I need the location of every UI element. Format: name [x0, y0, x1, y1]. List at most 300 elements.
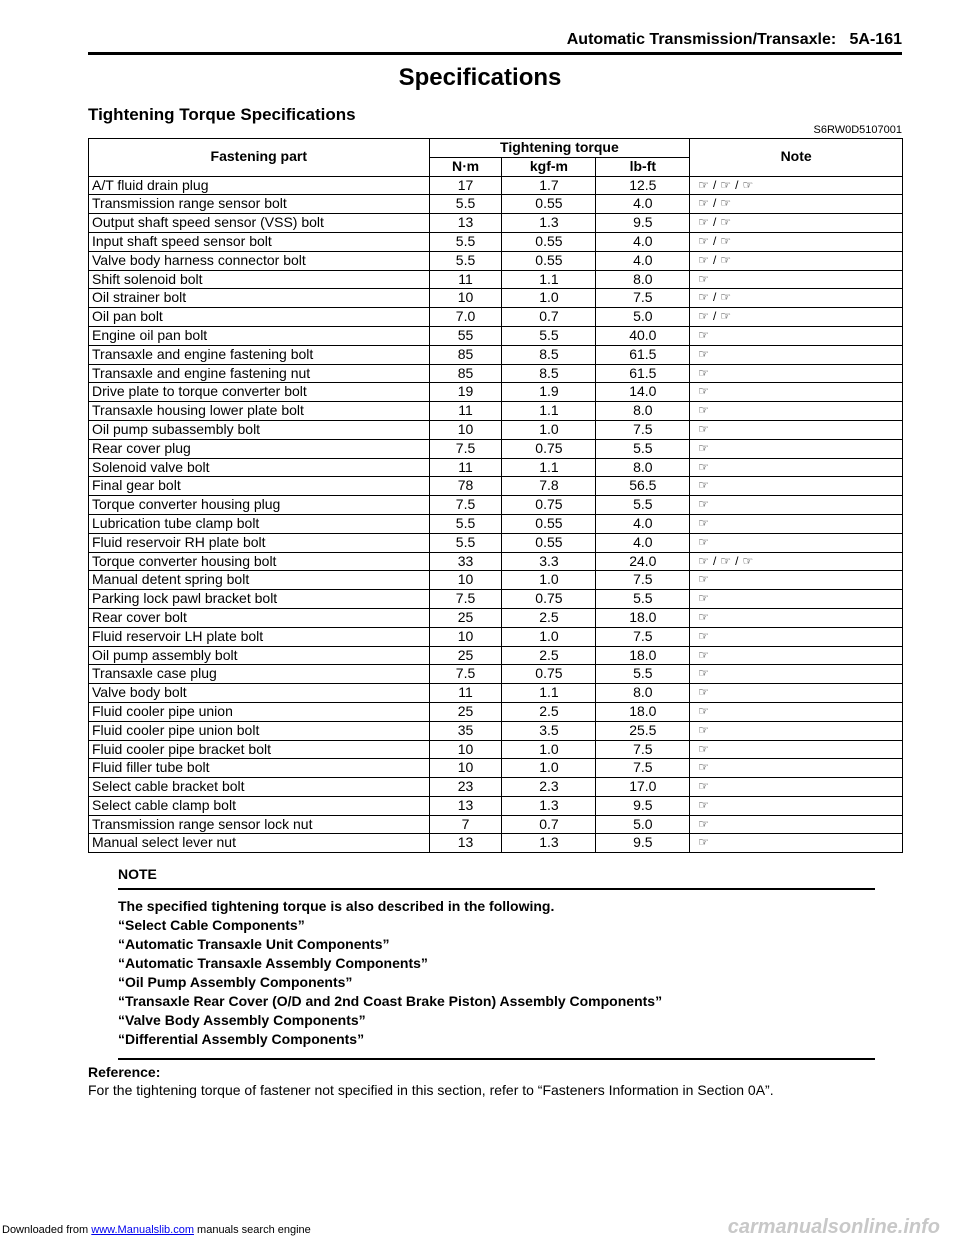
part-cell: Transaxle and engine fastening nut — [89, 364, 430, 383]
kgfm-cell: 0.75 — [502, 439, 596, 458]
pointing-hand-icon[interactable]: ☞ — [698, 440, 710, 455]
table-row — [89, 383, 903, 402]
kgfm-cell: 0.55 — [502, 514, 596, 533]
pointing-hand-icon[interactable]: ☞ — [698, 797, 710, 812]
note-separator: / — [713, 196, 717, 211]
table-row — [89, 740, 903, 759]
note-reference-item: “Differential Assembly Components” — [118, 1031, 365, 1047]
nm-cell: 10 — [429, 420, 502, 439]
note-cell — [690, 270, 903, 289]
note-cell — [690, 721, 903, 740]
note-cell — [690, 308, 903, 327]
kgfm-cell: 2.5 — [502, 702, 596, 721]
manualslib-link[interactable]: www.Manualslib.com — [91, 1224, 194, 1236]
pointing-hand-icon[interactable]: ☞ — [720, 309, 732, 324]
part-cell: Fluid reservoir LH plate bolt — [89, 627, 430, 646]
part-cell: Select cable bracket bolt — [89, 778, 430, 797]
header-text — [567, 31, 902, 49]
table-row — [89, 702, 903, 721]
note-separator: / — [713, 252, 717, 267]
table-row — [89, 552, 903, 571]
kgfm-cell: 5.5 — [502, 326, 596, 345]
lbft-cell: 25.5 — [596, 721, 690, 740]
nm-cell: 23 — [429, 778, 502, 797]
header-kgfm: kgf-m — [502, 157, 596, 176]
table-row — [89, 608, 903, 627]
header-nm: N⋅m — [429, 157, 502, 176]
note-cell — [690, 439, 903, 458]
note-cell — [690, 176, 903, 195]
note-intro: The specified tightening torque is also described in the following. — [118, 898, 555, 914]
part-cell: Manual detent spring bolt — [89, 571, 430, 590]
lbft-cell: 4.0 — [596, 533, 690, 552]
section-subtitle: Tightening Torque Specifications — [88, 105, 356, 124]
part-cell: Torque converter housing plug — [89, 496, 430, 515]
nm-cell: 85 — [429, 345, 502, 364]
part-cell: Rear cover plug — [89, 439, 430, 458]
note-separator: / — [713, 290, 717, 305]
note-cell — [690, 796, 903, 815]
lbft-cell: 8.0 — [596, 270, 690, 289]
nm-cell: 25 — [429, 702, 502, 721]
nm-cell: 11 — [429, 402, 502, 421]
kgfm-cell: 0.75 — [502, 496, 596, 515]
note-reference-item: “Valve Body Assembly Components” — [118, 1012, 366, 1028]
pointing-hand-icon[interactable]: ☞ — [698, 309, 710, 324]
note-cell — [690, 496, 903, 515]
header-tightening-torque: Tightening torque — [429, 139, 690, 158]
lbft-cell: 61.5 — [596, 364, 690, 383]
pointing-hand-icon[interactable]: ☞ — [698, 365, 710, 380]
part-cell: Solenoid valve bolt — [89, 458, 430, 477]
table-row — [89, 232, 903, 251]
kgfm-cell: 3.3 — [502, 552, 596, 571]
pointing-hand-icon[interactable]: ☞ — [698, 196, 710, 211]
table-row — [89, 590, 903, 609]
kgfm-cell: 2.3 — [502, 778, 596, 797]
note-cell — [690, 627, 903, 646]
part-cell: Final gear bolt — [89, 477, 430, 496]
pointing-hand-icon[interactable]: ☞ — [698, 384, 710, 399]
pointing-hand-icon[interactable]: ☞ — [698, 534, 710, 549]
note-separator: / — [713, 233, 717, 248]
pointing-hand-icon[interactable]: ☞ — [698, 591, 710, 606]
part-cell: Manual select lever nut — [89, 834, 430, 853]
table-row — [89, 176, 903, 195]
pointing-hand-icon[interactable]: ☞ — [720, 290, 732, 305]
pointing-hand-icon[interactable]: ☞ — [698, 421, 710, 436]
nm-cell: 7.5 — [429, 590, 502, 609]
lbft-cell: 7.5 — [596, 740, 690, 759]
note-cell — [690, 402, 903, 421]
nm-cell: 13 — [429, 796, 502, 815]
part-cell: Transmission range sensor lock nut — [89, 815, 430, 834]
kgfm-cell: 1.1 — [502, 684, 596, 703]
nm-cell: 7 — [429, 815, 502, 834]
note-separator: / — [735, 553, 739, 568]
pointing-hand-icon[interactable]: ☞ — [698, 779, 710, 794]
nm-cell: 7.5 — [429, 439, 502, 458]
kgfm-cell: 1.0 — [502, 627, 596, 646]
part-cell: Output shaft speed sensor (VSS) bolt — [89, 214, 430, 233]
download-footer — [2, 1224, 311, 1236]
pointing-hand-icon[interactable]: ☞ — [698, 478, 710, 493]
table-row — [89, 496, 903, 515]
lbft-cell: 5.5 — [596, 496, 690, 515]
pointing-hand-icon[interactable]: ☞ — [698, 572, 710, 587]
table-row — [89, 684, 903, 703]
note-cell — [690, 740, 903, 759]
pointing-hand-icon[interactable]: ☞ — [720, 233, 732, 248]
kgfm-cell: 0.75 — [502, 665, 596, 684]
part-cell: Transaxle case plug — [89, 665, 430, 684]
table-row — [89, 778, 903, 797]
table-row — [89, 270, 903, 289]
note-cell — [690, 684, 903, 703]
lbft-cell: 14.0 — [596, 383, 690, 402]
lbft-cell: 7.5 — [596, 627, 690, 646]
pointing-hand-icon[interactable]: ☞ — [698, 609, 710, 624]
pointing-hand-icon[interactable]: ☞ — [698, 835, 710, 850]
table-row — [89, 214, 903, 233]
table-row — [89, 759, 903, 778]
kgfm-cell: 1.1 — [502, 270, 596, 289]
note-cell — [690, 326, 903, 345]
note-cell — [690, 590, 903, 609]
lbft-cell: 8.0 — [596, 684, 690, 703]
nm-cell: 13 — [429, 834, 502, 853]
nm-cell: 5.5 — [429, 251, 502, 270]
pointing-hand-icon[interactable]: ☞ — [698, 271, 710, 286]
note-reference-item: “Oil Pump Assembly Components” — [118, 974, 353, 990]
table-row — [89, 458, 903, 477]
note-bottom-rule — [118, 1058, 875, 1060]
nm-cell: 7.5 — [429, 496, 502, 515]
lbft-cell: 5.5 — [596, 590, 690, 609]
lbft-cell: 5.5 — [596, 665, 690, 684]
kgfm-cell: 8.5 — [502, 364, 596, 383]
lbft-cell: 18.0 — [596, 702, 690, 721]
part-cell: Oil pan bolt — [89, 308, 430, 327]
part-cell: Select cable clamp bolt — [89, 796, 430, 815]
pointing-hand-icon[interactable]: ☞ — [698, 760, 710, 775]
lbft-cell: 9.5 — [596, 214, 690, 233]
lbft-cell: 56.5 — [596, 477, 690, 496]
kgfm-cell: 0.55 — [502, 251, 596, 270]
note-cell — [690, 214, 903, 233]
pointing-hand-icon[interactable]: ☞ — [698, 327, 710, 342]
footer-prefix: Downloaded from — [2, 1224, 92, 1236]
nm-cell: 10 — [429, 740, 502, 759]
pointing-hand-icon[interactable]: ☞ — [698, 722, 710, 737]
note-separator: / — [735, 177, 739, 192]
kgfm-cell: 1.1 — [502, 458, 596, 477]
part-cell: Engine oil pan bolt — [89, 326, 430, 345]
pointing-hand-icon[interactable]: ☞ — [698, 403, 710, 418]
lbft-cell: 17.0 — [596, 778, 690, 797]
table-row — [89, 571, 903, 590]
note-reference-item: “Automatic Transaxle Assembly Components” — [118, 955, 428, 971]
pointing-hand-icon[interactable]: ☞ — [698, 252, 710, 267]
nm-cell: 7.5 — [429, 665, 502, 684]
note-cell — [690, 458, 903, 477]
kgfm-cell: 1.3 — [502, 834, 596, 853]
note-cell — [690, 571, 903, 590]
lbft-cell: 40.0 — [596, 326, 690, 345]
table-row — [89, 289, 903, 308]
pointing-hand-icon[interactable]: ☞ — [698, 816, 710, 831]
pointing-hand-icon[interactable]: ☞ — [698, 346, 710, 361]
pointing-hand-icon[interactable]: ☞ — [720, 252, 732, 267]
section-title: Automatic Transmission/Transaxle: — [566, 31, 837, 48]
part-cell: Transaxle housing lower plate bolt — [89, 402, 430, 421]
footer-suffix: manuals search engine — [193, 1224, 311, 1236]
lbft-cell: 4.0 — [596, 514, 690, 533]
note-cell — [690, 759, 903, 778]
pointing-hand-icon[interactable]: ☞ — [720, 215, 732, 230]
table-row — [89, 345, 903, 364]
table-row — [89, 514, 903, 533]
table-row — [89, 308, 903, 327]
page-number: 5A-161 — [849, 31, 902, 48]
part-cell: Drive plate to torque converter bolt — [89, 383, 430, 402]
table-row — [89, 665, 903, 684]
note-cell — [690, 665, 903, 684]
watermark: carmanualsonline.info — [727, 1216, 940, 1238]
kgfm-cell: 0.55 — [502, 195, 596, 214]
note-cell — [690, 477, 903, 496]
table-row — [89, 420, 903, 439]
note-cell — [690, 251, 903, 270]
table-row — [89, 721, 903, 740]
reference-text: For the tightening torque of fastener not specified in this section, refer to “Fasteners Information in Section 0A”. — [88, 1082, 774, 1098]
pointing-hand-icon[interactable]: ☞ — [698, 741, 710, 756]
part-cell: Fluid cooler pipe union — [89, 702, 430, 721]
lbft-cell: 9.5 — [596, 834, 690, 853]
part-cell: Valve body bolt — [89, 684, 430, 703]
part-cell: Rear cover bolt — [89, 608, 430, 627]
part-cell: Shift solenoid bolt — [89, 270, 430, 289]
table-row — [89, 364, 903, 383]
kgfm-cell: 1.0 — [502, 740, 596, 759]
nm-cell: 11 — [429, 458, 502, 477]
note-cell — [690, 195, 903, 214]
kgfm-cell: 1.0 — [502, 420, 596, 439]
table-row — [89, 834, 903, 853]
kgfm-cell: 1.3 — [502, 214, 596, 233]
lbft-cell: 5.0 — [596, 815, 690, 834]
kgfm-cell: 7.8 — [502, 477, 596, 496]
note-block — [118, 866, 875, 1060]
nm-cell: 85 — [429, 364, 502, 383]
nm-cell: 17 — [429, 176, 502, 195]
kgfm-cell: 2.5 — [502, 646, 596, 665]
part-cell: Fluid cooler pipe union bolt — [89, 721, 430, 740]
pointing-hand-icon[interactable]: ☞ — [698, 628, 710, 643]
table-row — [89, 627, 903, 646]
note-cell — [690, 834, 903, 853]
note-cell — [690, 646, 903, 665]
lbft-cell: 7.5 — [596, 571, 690, 590]
lbft-cell: 18.0 — [596, 608, 690, 627]
pointing-hand-icon[interactable]: ☞ — [698, 215, 710, 230]
page-title: Specifications — [398, 64, 562, 91]
note-reference-item: “Select Cable Components” — [118, 917, 305, 933]
kgfm-cell: 1.0 — [502, 759, 596, 778]
nm-cell: 55 — [429, 326, 502, 345]
nm-cell: 25 — [429, 608, 502, 627]
pointing-hand-icon[interactable]: ☞ — [698, 703, 710, 718]
table-row — [89, 477, 903, 496]
pointing-hand-icon[interactable]: ☞ — [698, 685, 710, 700]
part-cell: Oil pump assembly bolt — [89, 646, 430, 665]
kgfm-cell: 1.0 — [502, 289, 596, 308]
lbft-cell: 4.0 — [596, 251, 690, 270]
table-row — [89, 402, 903, 421]
note-cell — [690, 420, 903, 439]
pointing-hand-icon[interactable]: ☞ — [742, 177, 754, 192]
table-row — [89, 326, 903, 345]
nm-cell: 19 — [429, 383, 502, 402]
kgfm-cell: 1.3 — [502, 796, 596, 815]
nm-cell: 78 — [429, 477, 502, 496]
table-row — [89, 646, 903, 665]
kgfm-cell: 8.5 — [502, 345, 596, 364]
part-cell: Torque converter housing bolt — [89, 552, 430, 571]
part-cell: Lubrication tube clamp bolt — [89, 514, 430, 533]
nm-cell: 10 — [429, 627, 502, 646]
pointing-hand-icon[interactable]: ☞ — [698, 515, 710, 530]
note-cell — [690, 778, 903, 797]
pointing-hand-icon[interactable]: ☞ — [698, 647, 710, 662]
kgfm-cell: 0.7 — [502, 815, 596, 834]
note-cell — [690, 514, 903, 533]
part-cell: A/T fluid drain plug — [89, 176, 430, 195]
lbft-cell: 8.0 — [596, 402, 690, 421]
note-separator: / — [713, 177, 717, 192]
header-lbft: lb-ft — [596, 157, 690, 176]
nm-cell: 13 — [429, 214, 502, 233]
pointing-hand-icon[interactable]: ☞ — [698, 553, 710, 568]
note-cell — [690, 552, 903, 571]
pointing-hand-icon[interactable]: ☞ — [698, 233, 710, 248]
lbft-cell: 7.5 — [596, 420, 690, 439]
torque-table-body — [89, 176, 903, 853]
table-row — [89, 815, 903, 834]
note-cell — [690, 364, 903, 383]
pointing-hand-icon[interactable]: ☞ — [698, 666, 710, 681]
note-reference-item: “Transaxle Rear Cover (O/D and 2nd Coast Brake Piston) Assembly Components” — [118, 993, 663, 1009]
part-cell: Oil strainer bolt — [89, 289, 430, 308]
lbft-cell: 12.5 — [596, 176, 690, 195]
table-row — [89, 251, 903, 270]
note-separator: / — [713, 309, 717, 324]
pointing-hand-icon[interactable]: ☞ — [698, 497, 710, 512]
nm-cell: 35 — [429, 721, 502, 740]
note-separator: / — [713, 553, 717, 568]
part-cell: Oil pump subassembly bolt — [89, 420, 430, 439]
part-cell: Valve body harness connector bolt — [89, 251, 430, 270]
nm-cell: 11 — [429, 684, 502, 703]
reference-label: Reference: — [88, 1064, 161, 1080]
pointing-hand-icon[interactable]: ☞ — [742, 553, 754, 568]
part-cell: Transaxle and engine fastening bolt — [89, 345, 430, 364]
note-cell — [690, 815, 903, 834]
nm-cell: 5.5 — [429, 514, 502, 533]
pointing-hand-icon[interactable]: ☞ — [720, 553, 732, 568]
part-cell: Transmission range sensor bolt — [89, 195, 430, 214]
part-cell: Fluid reservoir RH plate bolt — [89, 533, 430, 552]
lbft-cell: 5.5 — [596, 439, 690, 458]
table-row — [89, 533, 903, 552]
pointing-hand-icon[interactable]: ☞ — [698, 177, 710, 192]
torque-table — [88, 138, 903, 853]
note-label: NOTE — [118, 866, 157, 882]
lbft-cell: 8.0 — [596, 458, 690, 477]
lbft-cell: 7.5 — [596, 289, 690, 308]
nm-cell: 5.5 — [429, 232, 502, 251]
note-body — [118, 890, 875, 1058]
pointing-hand-icon[interactable]: ☞ — [720, 177, 732, 192]
kgfm-cell: 1.0 — [502, 571, 596, 590]
kgfm-cell: 1.1 — [502, 402, 596, 421]
lbft-cell: 4.0 — [596, 232, 690, 251]
lbft-cell: 5.0 — [596, 308, 690, 327]
part-cell: Parking lock pawl bracket bolt — [89, 590, 430, 609]
header-note: Note — [690, 139, 903, 177]
nm-cell: 5.5 — [429, 533, 502, 552]
pointing-hand-icon[interactable]: ☞ — [698, 459, 710, 474]
pointing-hand-icon[interactable]: ☞ — [698, 290, 710, 305]
note-cell — [690, 345, 903, 364]
part-cell: Fluid cooler pipe bracket bolt — [89, 740, 430, 759]
note-cell — [690, 608, 903, 627]
kgfm-cell: 0.75 — [502, 590, 596, 609]
note-cell — [690, 702, 903, 721]
kgfm-cell: 0.55 — [502, 533, 596, 552]
doc-code: S6RW0D5107001 — [813, 124, 902, 136]
lbft-cell: 9.5 — [596, 796, 690, 815]
lbft-cell: 24.0 — [596, 552, 690, 571]
table-row — [89, 195, 903, 214]
table-row — [89, 796, 903, 815]
note-cell — [690, 232, 903, 251]
page-header — [88, 0, 902, 55]
kgfm-cell: 0.55 — [502, 232, 596, 251]
nm-cell: 25 — [429, 646, 502, 665]
table-row — [89, 439, 903, 458]
lbft-cell: 18.0 — [596, 646, 690, 665]
note-cell — [690, 383, 903, 402]
kgfm-cell: 1.9 — [502, 383, 596, 402]
kgfm-cell: 1.7 — [502, 176, 596, 195]
header-fastening-part: Fastening part — [89, 139, 430, 177]
part-cell: Fluid filler tube bolt — [89, 759, 430, 778]
kgfm-cell: 2.5 — [502, 608, 596, 627]
lbft-cell: 7.5 — [596, 759, 690, 778]
nm-cell: 33 — [429, 552, 502, 571]
nm-cell: 7.0 — [429, 308, 502, 327]
lbft-cell: 61.5 — [596, 345, 690, 364]
kgfm-cell: 0.7 — [502, 308, 596, 327]
note-cell — [690, 289, 903, 308]
nm-cell: 10 — [429, 289, 502, 308]
note-cell — [690, 533, 903, 552]
pointing-hand-icon[interactable]: ☞ — [720, 196, 732, 211]
nm-cell: 5.5 — [429, 195, 502, 214]
note-reference-item: “Automatic Transaxle Unit Components” — [118, 936, 390, 952]
lbft-cell: 4.0 — [596, 195, 690, 214]
